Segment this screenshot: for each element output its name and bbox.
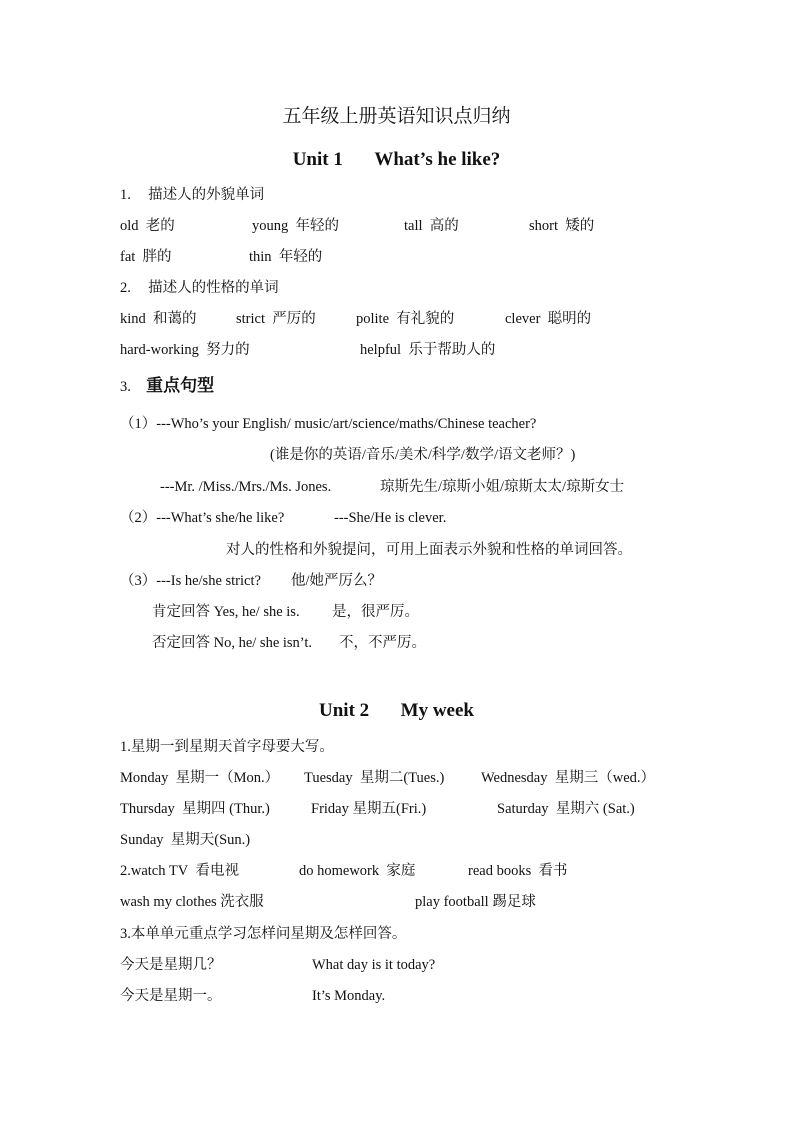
day-item <box>497 799 635 819</box>
day-item <box>120 799 270 819</box>
vocab-zh: 乐于帮助人的 <box>408 342 496 358</box>
day-item <box>120 830 250 850</box>
phrase-en: 2.watch TV <box>120 863 189 879</box>
day-zh: 星期五(Fri.) <box>352 801 427 817</box>
vocab-item <box>505 309 591 329</box>
q3-positive-zh: 是，很严厉。 <box>332 604 419 620</box>
qa-answer-zh: 今天是星期一。 <box>120 988 222 1004</box>
vocab-zh: 胖的 <box>142 249 172 265</box>
day-item <box>120 768 279 788</box>
vocab-en: fat <box>120 249 136 265</box>
day-en: Thursday <box>120 801 175 817</box>
unit2-name: My week <box>400 700 474 721</box>
phrase-en: do homework <box>299 863 380 879</box>
day-zh: 星期三（wed.） <box>554 770 656 786</box>
vocab-zh: 年轻的 <box>295 218 339 234</box>
vocab-item <box>252 216 339 236</box>
qa-question-zh: 今天是星期几？ <box>120 957 222 973</box>
day-zh: 星期天(Sun.) <box>170 832 251 848</box>
q3-question-zh: 他/她严厉么？ <box>291 573 383 589</box>
answer-label: 否定回答 <box>152 635 210 651</box>
vocab-en: young <box>252 218 289 234</box>
phrase-item <box>415 892 536 912</box>
vocab-item <box>529 216 594 236</box>
vocab-zh: 和蔼的 <box>153 311 197 327</box>
vocab-en: tall <box>404 218 423 234</box>
unit2-title <box>0 698 793 724</box>
vocab-zh: 聪明的 <box>547 311 592 327</box>
q3-negative-zh: 不，不严厉。 <box>339 635 426 651</box>
question-en: ---What’s she/he like? <box>156 510 285 526</box>
vocab-zh: 高的 <box>429 218 459 234</box>
unit1-section3-heading <box>120 376 214 397</box>
vocab-en: short <box>529 218 558 234</box>
sentence-q2 <box>120 508 284 528</box>
phrase-zh: 洗衣服 <box>220 894 264 910</box>
answer-label: 肯定回答 <box>152 604 210 620</box>
vocab-en: clever <box>505 311 541 327</box>
q3-positive-answer <box>152 602 300 622</box>
document-title: 五年级上册英语知识点归纳 <box>282 106 511 127</box>
vocab-en: polite <box>356 311 390 327</box>
day-item <box>311 799 426 819</box>
day-zh: 星期一（Mon.） <box>175 770 280 786</box>
qa-question-en: What day is it today? <box>312 957 436 973</box>
section-number: 3. <box>120 379 131 395</box>
q2-answer: ---She/He is clever. <box>334 510 447 526</box>
qa-answer-en: It’s Monday. <box>312 988 386 1004</box>
unit1-section2-heading <box>120 278 279 298</box>
section-number: 1. <box>120 187 131 203</box>
q1-translation: (谁是你的英语/音乐/美术/科学/数学/语文老师？) <box>270 447 576 463</box>
q3-negative-answer <box>152 633 312 653</box>
phrase-en: play football <box>415 894 489 910</box>
phrase-item <box>120 892 264 912</box>
vocab-item <box>360 340 495 360</box>
day-en: Saturday <box>497 801 549 817</box>
item-label: （3） <box>120 573 157 589</box>
day-zh: 星期二(Tues.) <box>359 770 445 786</box>
vocab-en: helpful <box>360 342 402 358</box>
phrase-zh: 看书 <box>538 863 568 879</box>
phrase-zh: 看电视 <box>195 863 239 879</box>
vocab-item <box>120 340 250 360</box>
q1-answer: ---Mr. /Miss./Mrs./Ms. Jones. <box>160 479 332 495</box>
vocab-item <box>120 247 172 267</box>
unit1-number: Unit 1 <box>292 149 343 170</box>
section-heading-text: 重点句型 <box>146 376 215 395</box>
vocab-zh: 矮的 <box>565 218 595 234</box>
vocab-item <box>404 216 459 236</box>
question-en: ---Is he/she strict? <box>156 573 261 589</box>
vocab-en: old <box>120 218 139 234</box>
vocab-en: hard-working <box>120 342 199 358</box>
phrase-en: wash my clothes <box>120 894 217 910</box>
sentence-q1 <box>120 414 536 434</box>
vocab-zh: 严厉的 <box>272 311 316 327</box>
item-label: （2） <box>120 510 157 526</box>
vocab-zh: 有礼貌的 <box>396 311 455 327</box>
section-heading-text: 描述人的性格的单词 <box>148 280 279 296</box>
vocab-item <box>356 309 454 329</box>
q2-note: 对人的性格和外貌提问，可用上面表示外貌和性格的单词回答。 <box>226 542 632 558</box>
day-zh: 星期六 (Sat.) <box>555 801 635 817</box>
section-number: 2. <box>120 280 131 296</box>
day-en: Sunday <box>120 832 164 848</box>
phrase-en: read books <box>468 863 532 879</box>
sentence-q3 <box>120 571 261 591</box>
vocab-zh: 年轻的 <box>278 249 323 265</box>
day-en: Wednesday <box>481 770 548 786</box>
unit1-name: What’s he like? <box>374 149 501 170</box>
unit1-section1-heading <box>120 185 264 205</box>
unit1-title <box>0 147 793 173</box>
q1-answer-zh: 琼斯先生/琼斯小姐/琼斯太太/琼斯女士 <box>380 479 625 495</box>
question-en: ---Who’s your English/ music/art/science/maths/Chinese teacher? <box>156 416 537 432</box>
phrase-zh: 踢足球 <box>492 894 536 910</box>
unit2-section3: 3.本单单元重点学习怎样问星期及怎样回答。 <box>120 926 407 942</box>
day-en: Friday <box>311 801 349 817</box>
vocab-en: strict <box>236 311 265 327</box>
answer-en: Yes, he/ she is. <box>213 604 300 620</box>
day-zh: 星期四 (Thur.) <box>182 801 270 817</box>
vocab-zh: 努力的 <box>206 342 250 358</box>
vocab-en: kind <box>120 311 146 327</box>
day-item <box>481 768 655 788</box>
vocab-en: thin <box>249 249 272 265</box>
phrase-item <box>468 861 567 881</box>
unit2-section1: 1.星期一到星期天首字母要大写。 <box>120 739 334 755</box>
phrase-zh: 家庭 <box>386 863 416 879</box>
vocab-zh: 老的 <box>145 218 175 234</box>
unit2-number: Unit 2 <box>319 700 370 721</box>
day-item <box>304 768 444 788</box>
vocab-item <box>120 309 197 329</box>
phrase-item <box>120 861 239 881</box>
section-heading-text: 描述人的外貌单词 <box>148 187 265 203</box>
vocab-item <box>120 216 175 236</box>
day-en: Monday <box>120 770 169 786</box>
vocab-item <box>236 309 316 329</box>
phrase-item <box>299 861 415 881</box>
vocab-item <box>249 247 322 267</box>
day-en: Tuesday <box>304 770 353 786</box>
item-label: （1） <box>120 416 157 432</box>
answer-en: No, he/ she isn’t. <box>213 635 313 651</box>
